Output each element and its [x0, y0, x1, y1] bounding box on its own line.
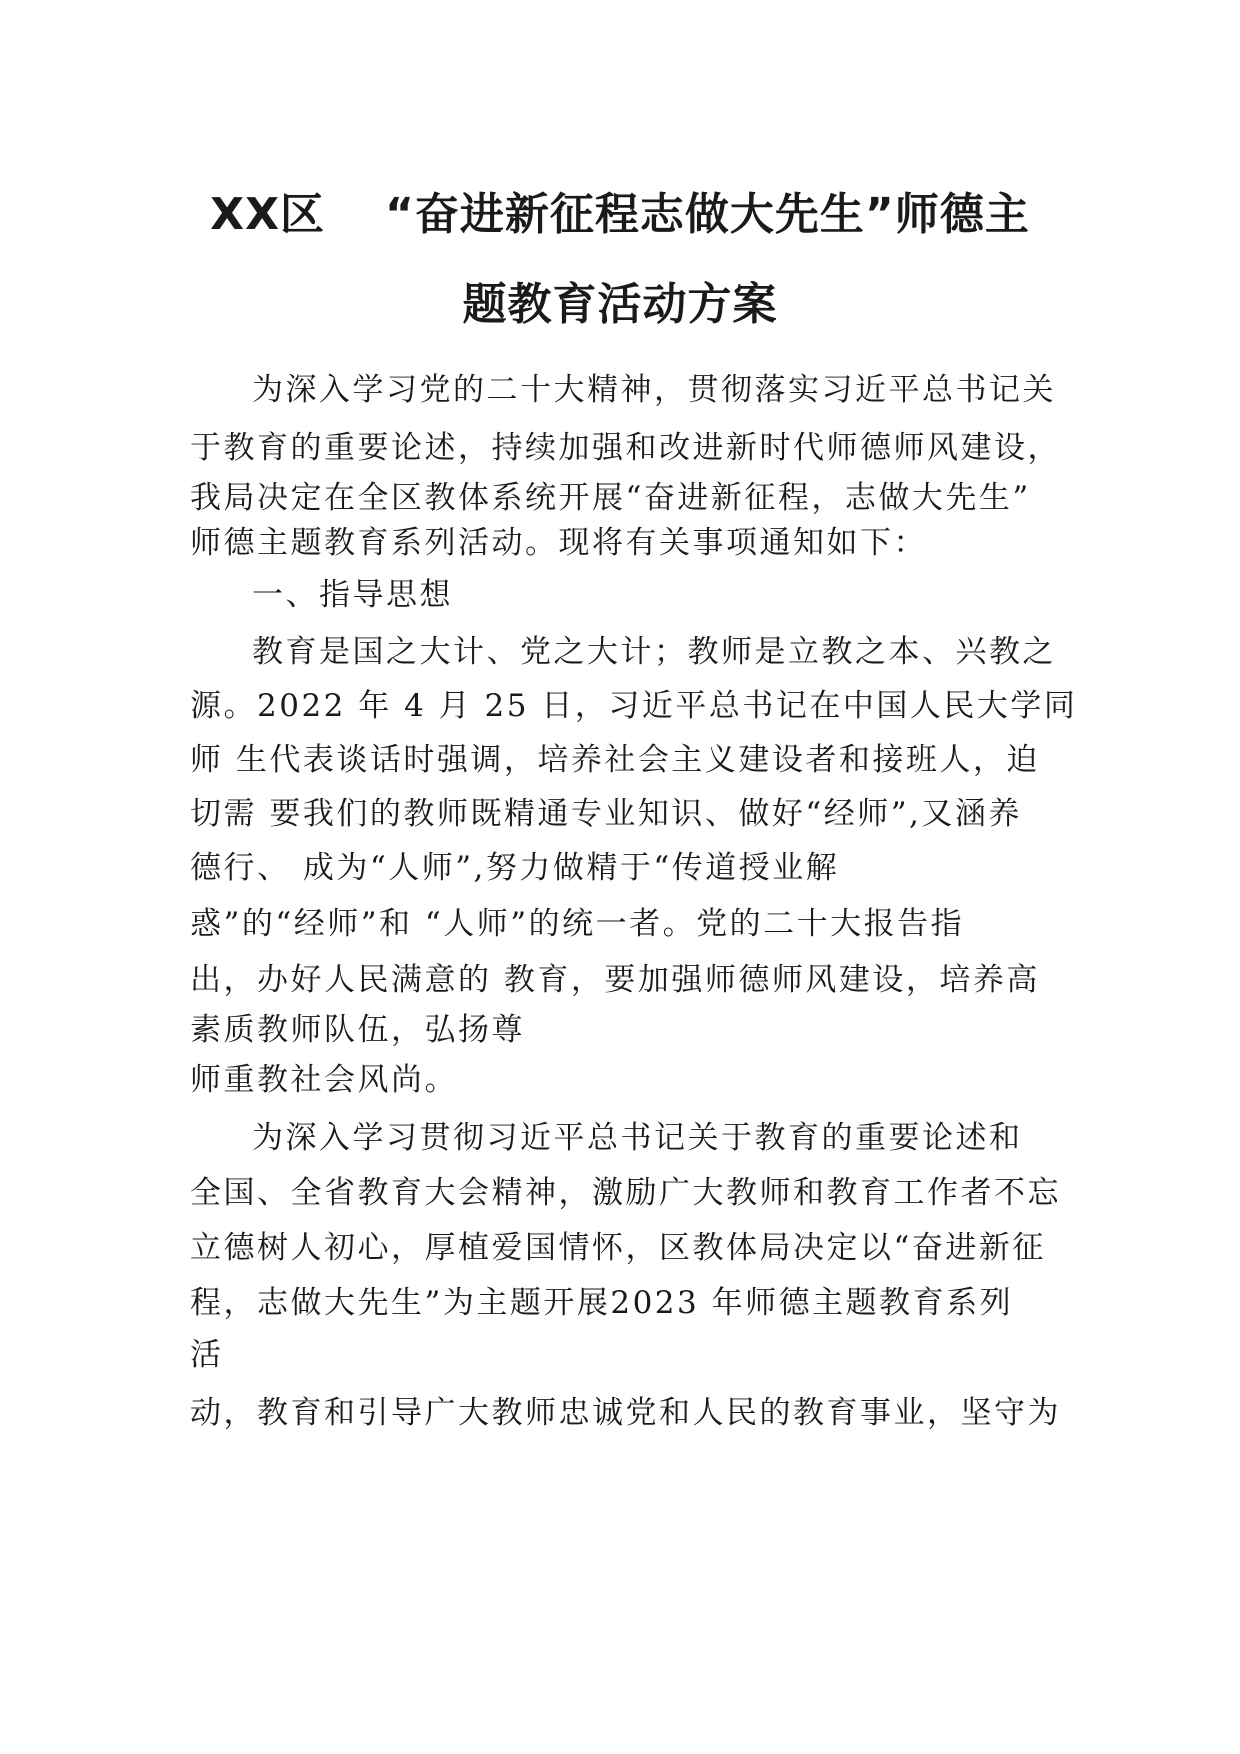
paragraph-3-line: 立德树人初心，厚植爱国情怀，区教体局决定以“奋进新征	[190, 1230, 1046, 1266]
paragraph-2-line: 教育是国之大计、党之大计；教师是立教之本、兴教之	[252, 634, 1056, 670]
document-title-line-1	[0, 178, 1240, 242]
title-region: XX区	[210, 189, 325, 240]
paragraph-2-line: 惑”的“经师”和 “人师”的统一者。党的二十大报告指	[190, 906, 965, 942]
paragraph-3-line: 活	[190, 1337, 224, 1373]
paragraph-3-line: 动，教育和引导广大教师忠诚党和人民的教育事业，坚守为	[190, 1395, 1061, 1431]
paragraph-2-line: 切需 要我们的教师既精通专业知识、做好“经师”,又涵养	[190, 796, 1022, 832]
paragraph-3-line: 全国、全省教育大会精神，激励广大教师和教育工作者不忘	[190, 1175, 1061, 1211]
paragraph-3-line: 为深入学习贯彻习近平总书记关于教育的重要论述和	[252, 1120, 1023, 1156]
paragraph-2-line: 德行、 成为“人师”,努力做精于“传道授业解	[190, 850, 840, 886]
document-title-line-2: 题教育活动方案	[462, 279, 778, 330]
paragraph-2-line: 素质教师队伍，弘扬尊	[190, 1012, 525, 1048]
paragraph-2-line: 源。2022 年 4 月 25 日，习近平总书记在中国人民大学同	[190, 688, 1078, 724]
paragraph-1-line: 我局决定在全区教体系统开展“奋进新征程，志做大先生”	[190, 480, 1031, 516]
paragraph-3-line: 程，志做大先生”为主题开展2023 年师德主题教育系列	[190, 1285, 1014, 1321]
paragraph-2-line: 出，办好人民满意的 教育，要加强师德师风建设，培养高	[190, 962, 1040, 998]
paragraph-1-line: 为深入学习党的二十大精神，贯彻落实习近平总书记关	[252, 372, 1056, 408]
paragraph-1-line: 师德主题教育系列活动。现将有关事项通知如下：	[190, 525, 927, 561]
paragraph-2-line: 师重教社会风尚。	[190, 1062, 458, 1098]
section-heading: 一、指导思想	[252, 577, 453, 613]
paragraph-2-line: 师 生代表谈话时强调，培养社会主义建设者和接班人，迫	[190, 742, 1040, 778]
title-theme: “奋进新征程志做大先生”师德主	[385, 189, 1030, 240]
paragraph-1-line: 于教育的重要论述，持续加强和改进新时代师德师风建设，	[190, 430, 1061, 466]
